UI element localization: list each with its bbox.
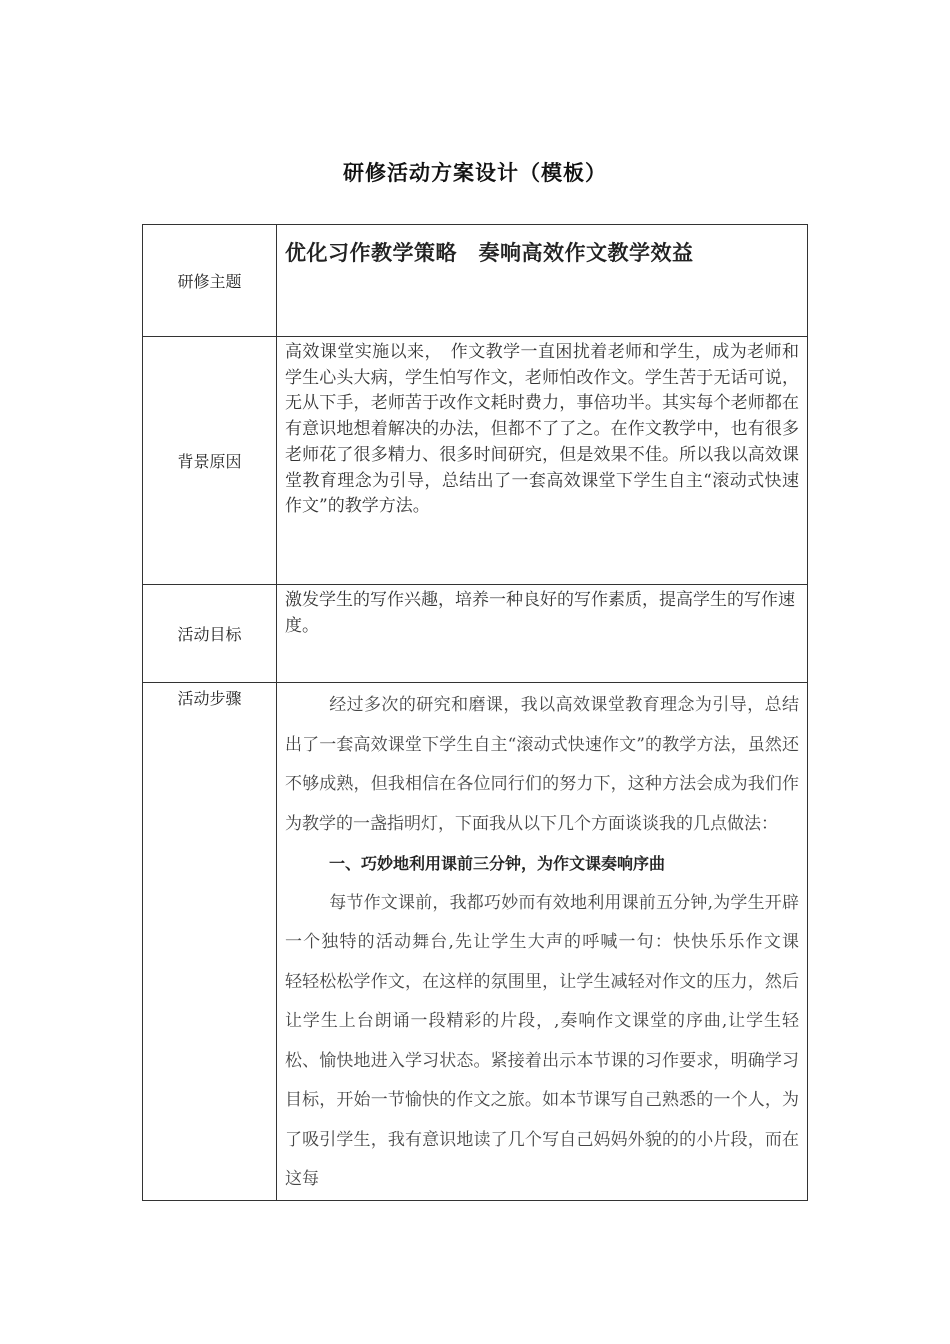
goal-value: 激发学生的写作兴趣，培养一种良好的写作素质，提高学生的写作速度。 [285,590,795,636]
steps-body-paragraph: 每节作文课前，我都巧妙而有效地利用课前五分钟,为学生开辟一个独特的活动舞台,先让学生大声的呼喊一句：快快乐乐作文课 轻轻松松学作文，在这样的氛围里，让学生减轻对作文的压力，然后让学生上台朗诵一段精彩的片段，,奏响作文课堂的序曲,让学生轻松、愉快地进入学习状态。紧接着出示本节课的习作要求，明确学习目标，开始一节愉快的作文之旅。如本节课写自己熟悉的一个人，为了吸引学生，我有意识地读了几个写自己妈妈外貌的的小片段，而在这每 [285,892,816,1189]
background-label: 背景原因 [143,337,277,585]
background-value: 高效课堂实施以来， 作文教学一直困扰着老师和学生，成为老师和学生心头大病，学生怕写作文，老师怕改作文。学生苦于无话可说，无从下手，老师苦于改作文耗时费力，事倍功半。其实每个老师都在有意识地想着解决的办法，但都不了了之。在作文教学中，也有很多老师花了很多精力、很多时间研究，但是效果不佳。所以我以高效课堂教育理念为引导，总结出了一套高效课堂下学生自主“滚动式快速作文”的教学方法。 [285,342,799,517]
background-cell [277,337,808,585]
steps-content [285,686,816,1200]
table-row-background [143,337,808,585]
topic-value: 优化习作教学策略 奏响高效作文教学效益 [285,241,694,265]
steps-label: 活动步骤 [143,683,277,1201]
goal-label: 活动目标 [143,585,277,683]
topic-label: 研修主题 [143,225,277,337]
steps-section-heading: 一、巧妙地利用课前三分钟，为作文课奏响序曲 [329,854,666,873]
table-row-steps [143,683,808,1201]
steps-intro-paragraph: 经过多次的研究和磨课，我以高效课堂教育理念为引导，总结出了一套高效课堂下学生自主“滚动式快速作文”的教学方法，虽然还不够成熟，但我相信在各位同行们的努力下，这种方法会成为我们作为教学的一盏指明灯，下面我从以下几个方面谈谈我的几点做法： [285,695,799,834]
table-row-topic [143,225,808,337]
table-row-goal [143,585,808,683]
plan-table [142,224,816,1201]
topic-cell [277,225,808,337]
document-title: 研修活动方案设计（模板） [343,161,607,185]
goal-cell [277,585,808,683]
steps-cell [277,683,816,1201]
